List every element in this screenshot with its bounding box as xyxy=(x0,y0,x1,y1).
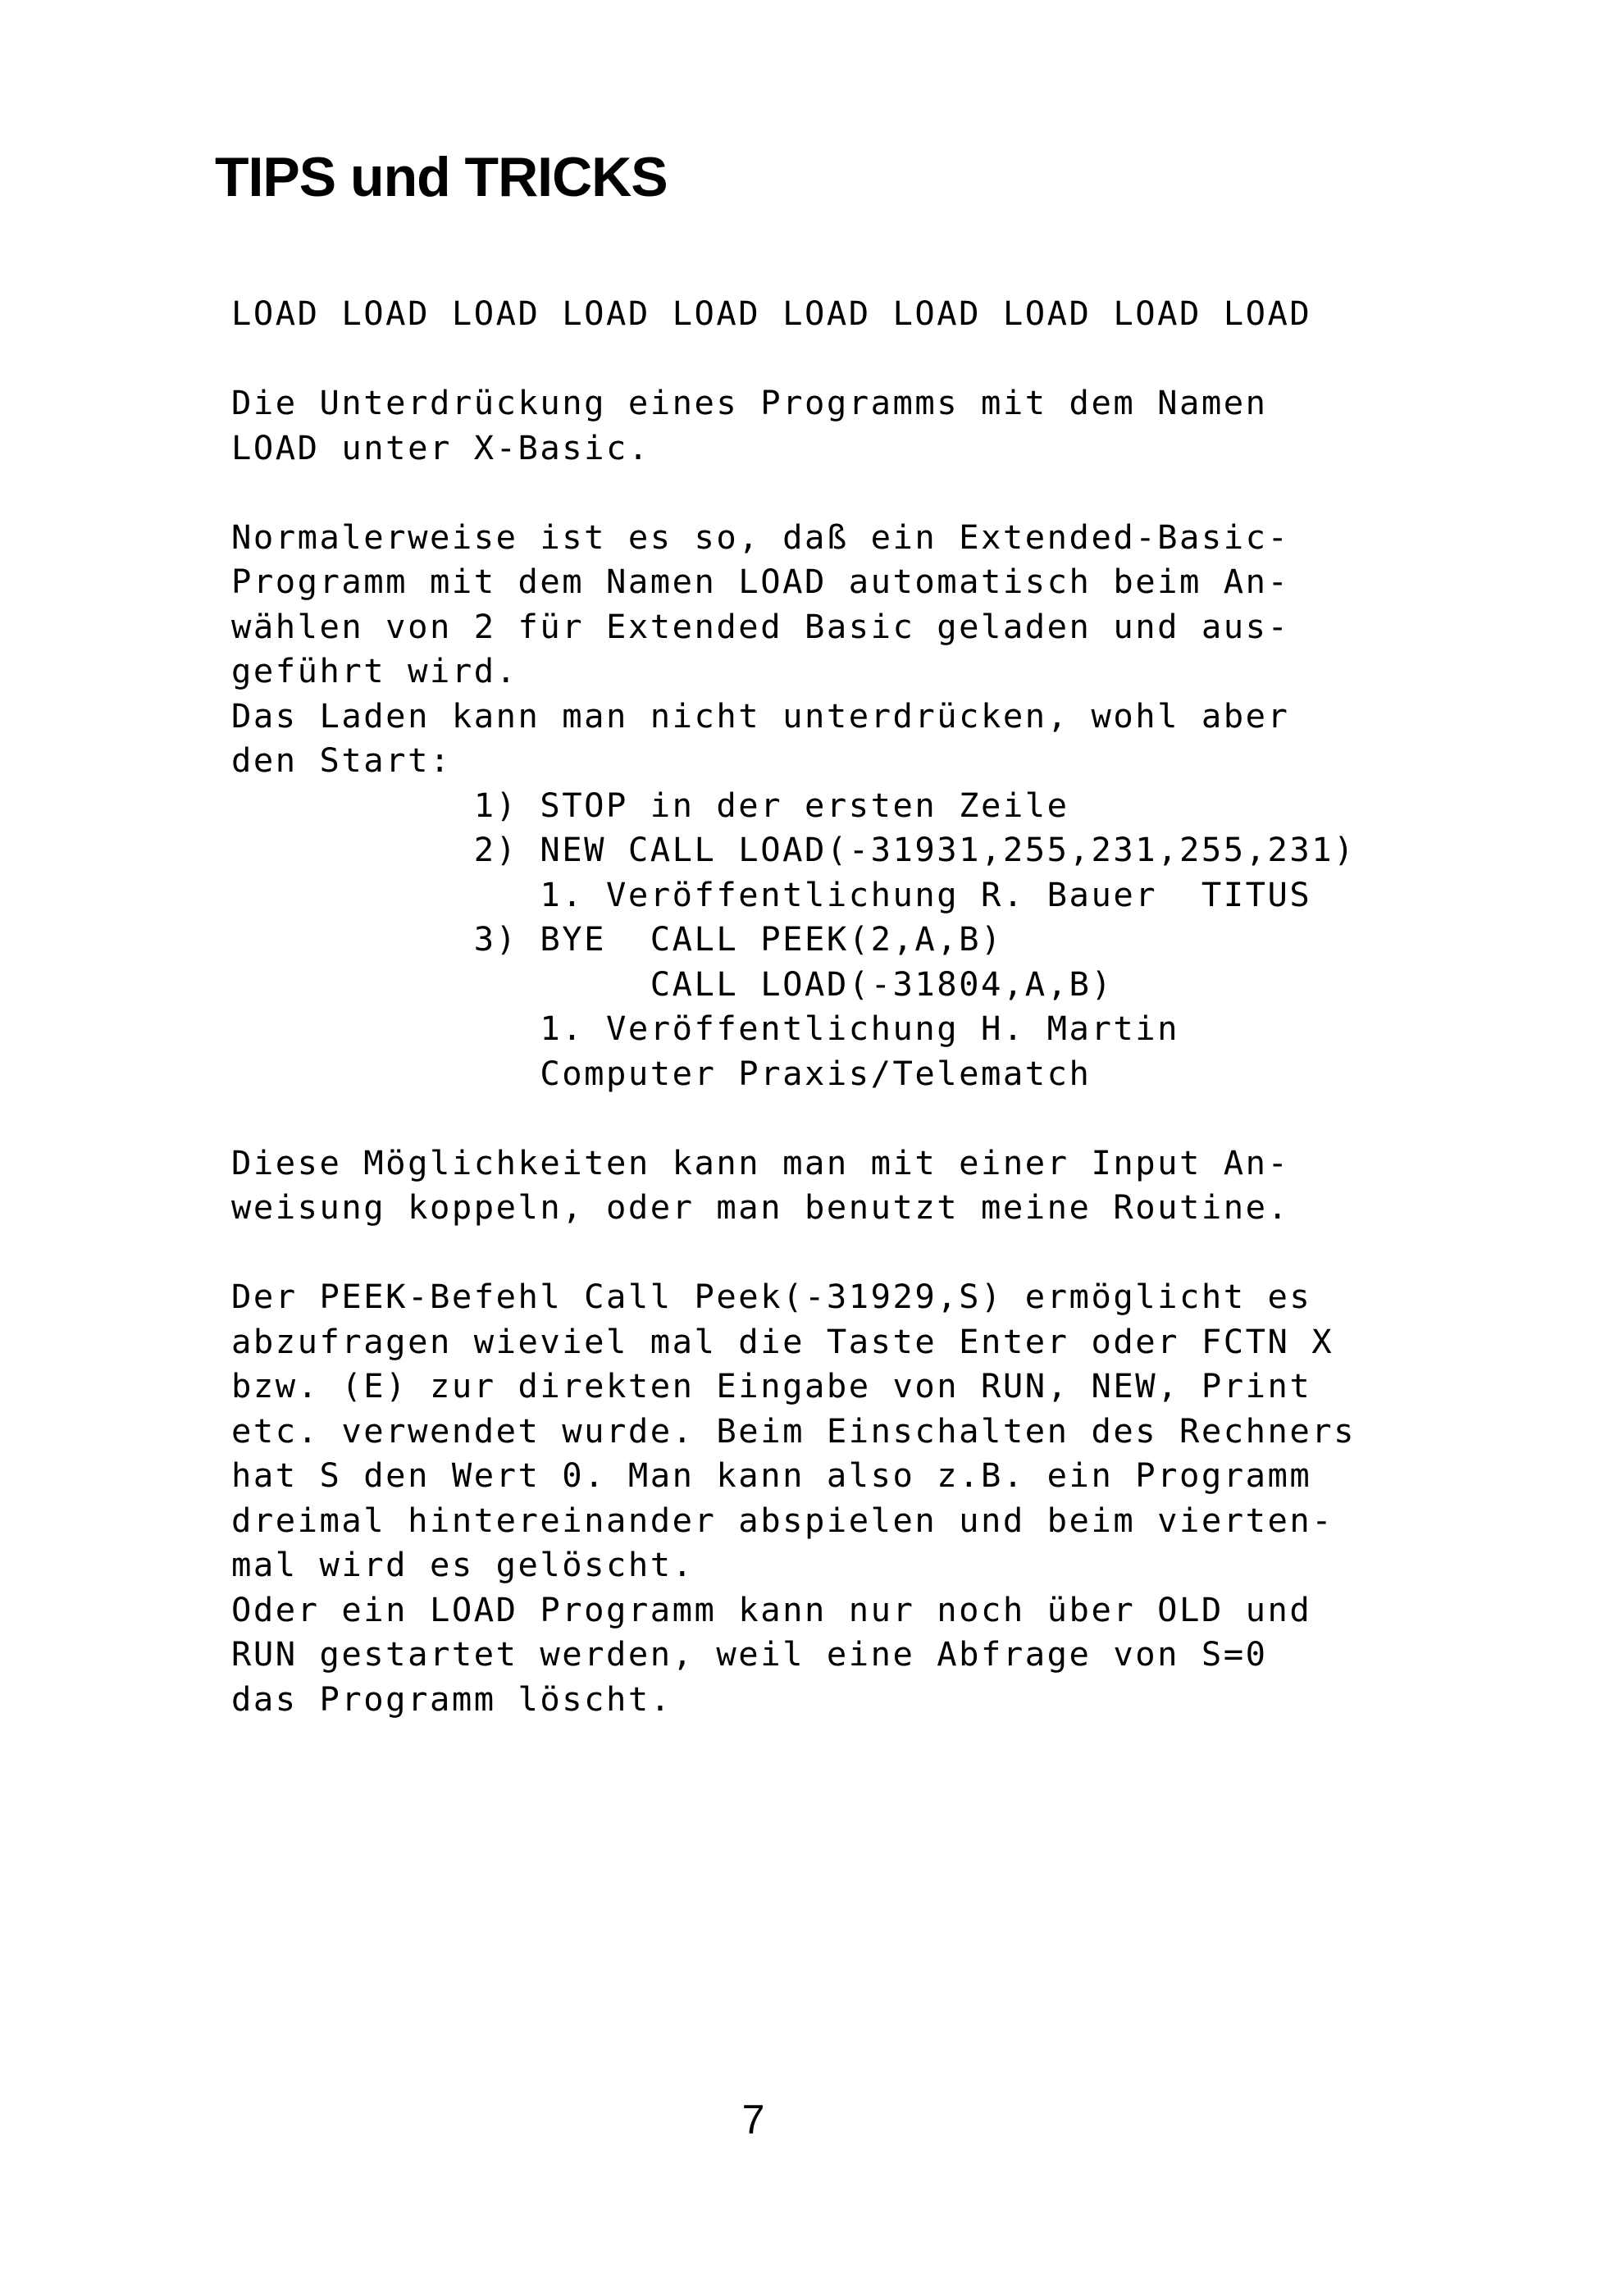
text-line: 2) NEW CALL LOAD(-31931,255,231,255,231) xyxy=(231,830,1356,869)
text-line: Computer Praxis/Telematch xyxy=(231,1053,1092,1093)
text-line: 3) BYE CALL PEEK(2,A,B) xyxy=(231,919,1003,959)
text-line: hat S den Wert 0. Man kann also z.B. ein Programm xyxy=(231,1456,1312,1495)
text-line: dreimal hintereinander abspielen und beim vierten- xyxy=(231,1500,1334,1540)
text-line: Diese Möglichkeiten kann man mit einer Input An- xyxy=(231,1142,1290,1182)
text-line: CALL LOAD(-31804,A,B) xyxy=(231,963,1114,1004)
paragraph-gap xyxy=(231,336,1576,381)
paragraph-gap xyxy=(231,1230,1576,1275)
text-line: 1) STOP in der ersten Zeile xyxy=(231,785,1069,825)
text-line: wählen von 2 für Extended Basic geladen und aus- xyxy=(231,606,1290,646)
text-line: etc. verwendet wurde. Beim Einschalten des Rechners xyxy=(231,1410,1356,1451)
text-line: Programm mit dem Namen LOAD automatisch beim An- xyxy=(231,562,1290,601)
text-line: abzufragen wieviel mal die Taste Enter oder FCTN X xyxy=(231,1321,1334,1361)
text-line: geführt wird. xyxy=(231,651,518,690)
text-line: Das Laden kann man nicht unterdrücken, wohl aber xyxy=(231,695,1290,736)
text-line: Normalerweise ist es so, daß ein Extended-Basic- xyxy=(231,517,1290,557)
paragraph-gap xyxy=(231,1096,1576,1141)
body-text xyxy=(231,291,1576,1721)
text-line: mal wird es gelöscht. xyxy=(231,1545,695,1584)
text-line: RUN gestartet werden, weil eine Abfrage von S=0 xyxy=(231,1634,1268,1674)
text-line: LOAD LOAD LOAD LOAD LOAD LOAD LOAD LOAD LOAD LOAD xyxy=(231,294,1312,333)
text-line: das Programm löscht. xyxy=(231,1679,673,1719)
text-line: den Start: xyxy=(231,740,452,780)
text-line: 1. Veröffentlichung H. Martin xyxy=(231,1009,1179,1048)
paragraph-gap xyxy=(231,470,1576,515)
text-line: bzw. (E) zur direkten Eingabe von RUN, NEW, Print xyxy=(231,1366,1312,1405)
page-title: TIPS und TRICKS xyxy=(215,146,668,208)
text-line: Der PEEK-Befehl Call Peek(-31929,S) ermöglicht es xyxy=(231,1277,1312,1316)
text-line: Oder ein LOAD Programm kann nur noch über OLD und xyxy=(231,1589,1312,1629)
text-line: weisung koppeln, oder man benutzt meine Routine. xyxy=(231,1187,1290,1227)
text-line: 1. Veröffentlichung R. Bauer TITUS xyxy=(231,874,1312,914)
text-line: LOAD unter X-Basic. xyxy=(231,427,650,467)
page-number: 7 xyxy=(741,2097,765,2143)
text-line: Die Unterdrückung eines Programms mit dem Namen xyxy=(231,383,1268,422)
